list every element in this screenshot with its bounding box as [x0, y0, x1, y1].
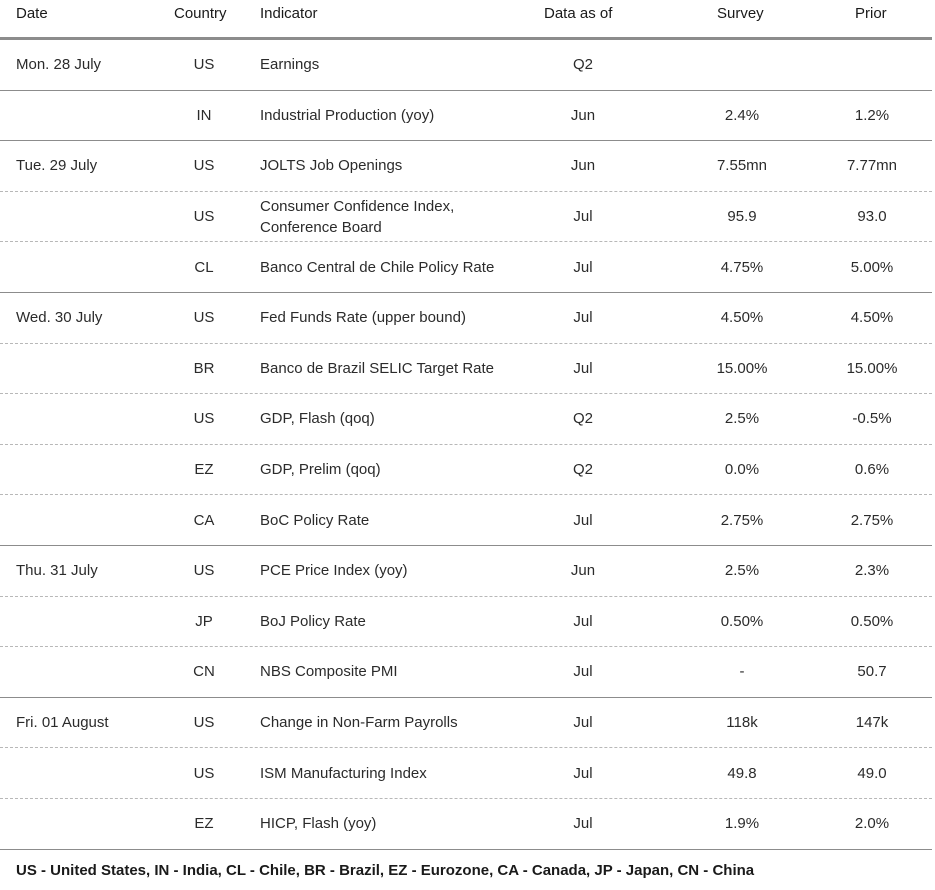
- country-cell: EZ: [194, 461, 214, 479]
- prior-cell: 0.50%: [850, 612, 894, 630]
- prior-cell: [822, 40, 922, 90]
- date-cell: [16, 647, 176, 697]
- country-cell: US: [193, 56, 215, 74]
- table-row: [0, 192, 932, 243]
- prior-cell: 15.00%: [846, 359, 898, 377]
- table-row: [0, 141, 932, 192]
- indicator-cell: Industrial Production (yoy): [260, 106, 435, 124]
- data-as-of-cell: Jul: [573, 309, 593, 327]
- data-as-of-cell: Jul: [573, 764, 593, 782]
- table-row: [0, 445, 932, 496]
- table-row: [0, 344, 932, 395]
- indicator-cell: Earnings: [260, 56, 320, 74]
- survey-cell: 0.50%: [720, 612, 764, 630]
- prior-cell: 147k: [855, 714, 889, 732]
- table-header: [0, 0, 932, 40]
- data-as-of-cell: Jul: [573, 359, 593, 377]
- indicator-cell: PCE Price Index (yoy): [260, 562, 408, 580]
- indicator-cell: BoJ Policy Rate: [260, 612, 366, 630]
- table-row: [0, 40, 932, 91]
- header-country: Country: [174, 5, 227, 22]
- survey-cell: 0.0%: [724, 461, 760, 479]
- country-cell: EZ: [194, 815, 214, 833]
- survey-cell: 7.55mn: [716, 157, 768, 175]
- survey-cell: 4.75%: [720, 258, 764, 276]
- prior-cell: 2.0%: [854, 815, 890, 833]
- country-cell: US: [193, 562, 215, 580]
- survey-cell: 2.75%: [720, 511, 764, 529]
- header-survey: Survey: [717, 5, 764, 22]
- date-cell: [16, 344, 176, 394]
- date-cell: Fri. 01 August: [16, 714, 109, 732]
- data-as-of-cell: Jul: [573, 258, 593, 276]
- survey-cell: -: [739, 663, 745, 681]
- prior-cell: 2.3%: [854, 562, 890, 580]
- data-as-of-cell: Jun: [570, 106, 596, 124]
- table-row: [0, 799, 932, 850]
- table-row: [0, 546, 932, 597]
- indicator-cell: Banco de Brazil SELIC Target Rate: [260, 359, 495, 377]
- survey-cell: 1.9%: [724, 815, 760, 833]
- prior-cell: -0.5%: [852, 410, 892, 428]
- data-as-of-cell: Jun: [570, 562, 596, 580]
- indicator-cell: Fed Funds Rate (upper bound): [260, 309, 466, 327]
- prior-cell: 93.0: [857, 208, 887, 226]
- table-row: [0, 597, 932, 648]
- table-row: [0, 242, 932, 293]
- data-as-of-cell: Jul: [573, 208, 593, 226]
- prior-cell: 49.0: [857, 764, 887, 782]
- country-cell: IN: [196, 106, 212, 124]
- indicator-cell: BoC Policy Rate: [260, 511, 370, 529]
- indicator-cell: HICP, Flash (yoy): [260, 815, 377, 833]
- table-row: [0, 91, 932, 142]
- country-cell: US: [193, 410, 215, 428]
- country-cell: CN: [193, 663, 215, 681]
- indicator-cell: Consumer Confidence Index, Conference Board: [260, 197, 455, 236]
- date-cell: Wed. 30 July: [16, 309, 103, 327]
- data-as-of-cell: Jun: [570, 157, 596, 175]
- date-cell: [16, 242, 176, 292]
- table-row: [0, 495, 932, 546]
- header-indicator: Indicator: [260, 5, 318, 22]
- date-cell: [16, 799, 176, 849]
- prior-cell: 50.7: [857, 663, 887, 681]
- data-as-of-cell: Jul: [573, 714, 593, 732]
- indicator-cell: JOLTS Job Openings: [260, 157, 403, 175]
- date-cell: [16, 597, 176, 647]
- survey-cell: 49.8: [727, 764, 757, 782]
- survey-cell: 95.9: [727, 208, 757, 226]
- data-as-of-cell: Jul: [573, 815, 593, 833]
- indicator-cell: GDP, Flash (qoq): [260, 410, 375, 428]
- country-cell: US: [193, 714, 215, 732]
- date-cell: [16, 495, 176, 545]
- prior-cell: 2.75%: [850, 511, 894, 529]
- indicator-cell: Change in Non-Farm Payrolls: [260, 714, 458, 732]
- country-cell: US: [193, 309, 215, 327]
- header-date: Date: [16, 5, 48, 22]
- date-cell: [16, 445, 176, 495]
- survey-cell: 4.50%: [720, 309, 764, 327]
- date-cell: [16, 394, 176, 444]
- survey-cell: 118k: [726, 714, 758, 732]
- prior-cell: 5.00%: [850, 258, 894, 276]
- table-row: [0, 698, 932, 749]
- survey-cell: 15.00%: [716, 359, 768, 377]
- indicator-cell: NBS Composite PMI: [260, 663, 398, 681]
- country-cell: US: [193, 764, 215, 782]
- indicator-cell: Banco Central de Chile Policy Rate: [260, 258, 495, 276]
- country-legend-footnote: US - United States, IN - India, CL - Chile, BR - Brazil, EZ - Eurozone, CA - Canada, JP - Japan, CN - China: [16, 862, 755, 879]
- date-cell: [16, 91, 176, 141]
- date-cell: [16, 192, 176, 242]
- table-body: [0, 40, 932, 850]
- date-cell: [16, 748, 176, 798]
- header-prior: Prior: [855, 5, 887, 22]
- data-as-of-cell: Jul: [573, 612, 593, 630]
- survey-cell: 2.5%: [724, 410, 760, 428]
- table-row: [0, 394, 932, 445]
- prior-cell: 0.6%: [854, 461, 890, 479]
- prior-cell: 1.2%: [854, 106, 890, 124]
- date-cell: Thu. 31 July: [16, 562, 98, 580]
- indicator-cell: GDP, Prelim (qoq): [260, 461, 381, 479]
- data-as-of-cell: Q2: [572, 410, 593, 428]
- data-as-of-cell: Jul: [573, 663, 593, 681]
- prior-cell: 7.77mn: [846, 157, 898, 175]
- table-row: [0, 748, 932, 799]
- date-cell: Tue. 29 July: [16, 157, 98, 175]
- prior-cell: 4.50%: [850, 309, 894, 327]
- survey-cell: [692, 40, 792, 90]
- country-cell: BR: [193, 359, 215, 377]
- survey-cell: 2.4%: [724, 106, 760, 124]
- country-cell: US: [193, 208, 215, 226]
- data-as-of-cell: Q2: [572, 461, 593, 479]
- table-row: [0, 293, 932, 344]
- data-as-of-cell: Jul: [573, 511, 593, 529]
- header-data-as-of: Data as of: [544, 5, 613, 22]
- data-as-of-cell: Q2: [572, 56, 593, 74]
- date-cell: Mon. 28 July: [16, 56, 102, 74]
- country-cell: CA: [193, 511, 215, 529]
- indicator-cell: ISM Manufacturing Index: [260, 764, 427, 782]
- survey-cell: 2.5%: [724, 562, 760, 580]
- table-row: [0, 647, 932, 698]
- country-cell: US: [193, 157, 215, 175]
- country-cell: CL: [194, 258, 214, 276]
- country-cell: JP: [195, 612, 213, 630]
